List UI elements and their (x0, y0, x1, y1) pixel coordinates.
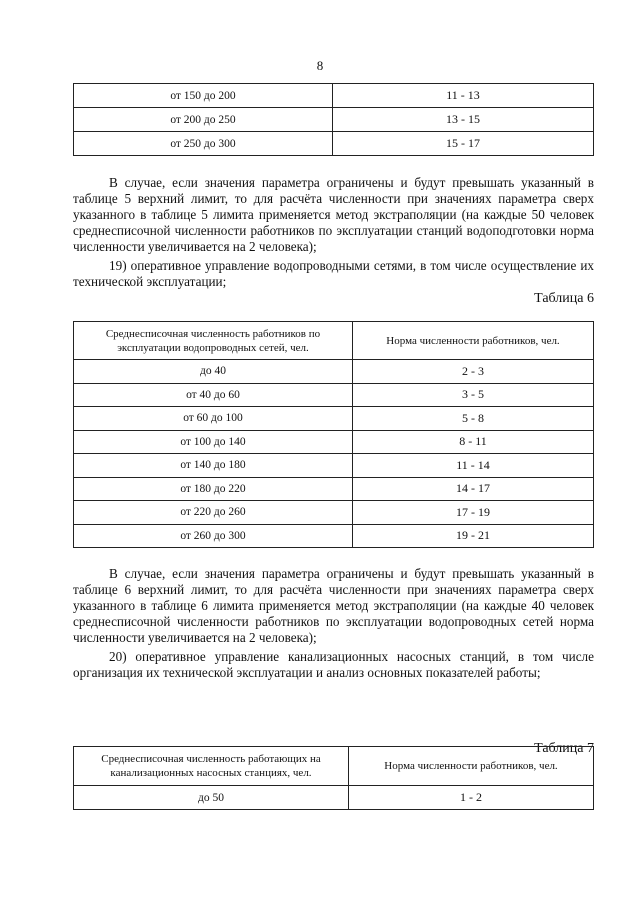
paragraph-text: 20) оперативное управление канализационных насосных станций, в том числе организация их технической эксплуатации и анализ основных показателей работы; (73, 649, 594, 680)
table-row (74, 477, 594, 501)
table-row (74, 786, 594, 810)
table-cell: от 220 до 260 (74, 501, 353, 525)
table-cell: от 150 до 200 (74, 84, 333, 108)
table-cell: 11 - 14 (353, 454, 594, 478)
table-7 (73, 746, 594, 810)
table-cell: от 180 до 220 (74, 477, 353, 501)
table-cell: от 200 до 250 (74, 108, 333, 132)
table-cell: 13 - 15 (333, 108, 594, 132)
column-header: Среднесписочная численность работающих на канализационных насосных станциях, чел. (74, 747, 349, 786)
paragraph-text: В случае, если значения параметра ограничены и будут превышать указанный в таблице 5 верхний лимит, то для расчёта численности при значениях параметра сверх указанного в таблице 5 лимита применяется метод экстраполяции (на каждые 50 человек среднесписочной численности работников по эксплуатации станций водоподготовки норма численности увеличивается на 2 человека); (73, 175, 594, 254)
table-cell: 8 - 11 (353, 430, 594, 454)
table-cell: 14 - 17 (353, 477, 594, 501)
table-row (74, 84, 594, 108)
paragraph (73, 258, 594, 290)
table-caption: Таблица 6 (534, 291, 594, 306)
table-6 (73, 321, 594, 548)
table-caption: Таблица 7 (534, 741, 594, 756)
table-cell: от 40 до 60 (74, 383, 353, 407)
table-cell: до 40 (74, 360, 353, 384)
paragraph (73, 175, 594, 255)
table-cell: от 60 до 100 (74, 407, 353, 431)
table-cell: 15 - 17 (333, 132, 594, 156)
column-header: Норма численности работников, чел. (353, 322, 594, 360)
table-cell: 3 - 5 (353, 383, 594, 407)
page-number: 8 (316, 58, 324, 73)
table-cell: 5 - 8 (353, 407, 594, 431)
table-cell: 2 - 3 (353, 360, 594, 384)
table-cell: от 250 до 300 (74, 132, 333, 156)
table-row (74, 132, 594, 156)
table-row (74, 524, 594, 548)
column-header: Норма численности работников, чел. (349, 747, 594, 786)
table-header-row (74, 747, 594, 786)
table-cell: от 260 до 300 (74, 524, 353, 548)
table-row (74, 360, 594, 384)
table-5-continuation (73, 83, 594, 156)
table-row (74, 407, 594, 431)
table-cell: 19 - 21 (353, 524, 594, 548)
table-cell: 11 - 13 (333, 84, 594, 108)
table-row (74, 108, 594, 132)
paragraph (73, 649, 594, 681)
table-row (74, 501, 594, 525)
table-cell: от 100 до 140 (74, 430, 353, 454)
table-cell: 1 - 2 (349, 786, 594, 810)
table-row (74, 454, 594, 478)
table-row (74, 430, 594, 454)
table-row (74, 383, 594, 407)
table-cell: от 140 до 180 (74, 454, 353, 478)
paragraph-text: 19) оперативное управление водопроводными сетями, в том числе осуществление их технической эксплуатации; (73, 258, 594, 289)
table-cell: до 50 (74, 786, 349, 810)
paragraph-text: В случае, если значения параметра ограничены и будут превышать указанный в таблице 6 верхний лимит, то для расчёта численности при значениях параметра сверх указанного в таблице 6 лимита применяется метод экстраполяции (на каждые 40 человек среднесписочной численности работников по эксплуатации водопроводных сетей норма численности увеличивается на 2 человека); (73, 566, 594, 645)
paragraph (73, 566, 594, 646)
table-header-row (74, 322, 594, 360)
column-header: Среднесписочная численность работников по эксплуатации водопроводных сетей, чел. (74, 322, 353, 360)
table-cell: 17 - 19 (353, 501, 594, 525)
